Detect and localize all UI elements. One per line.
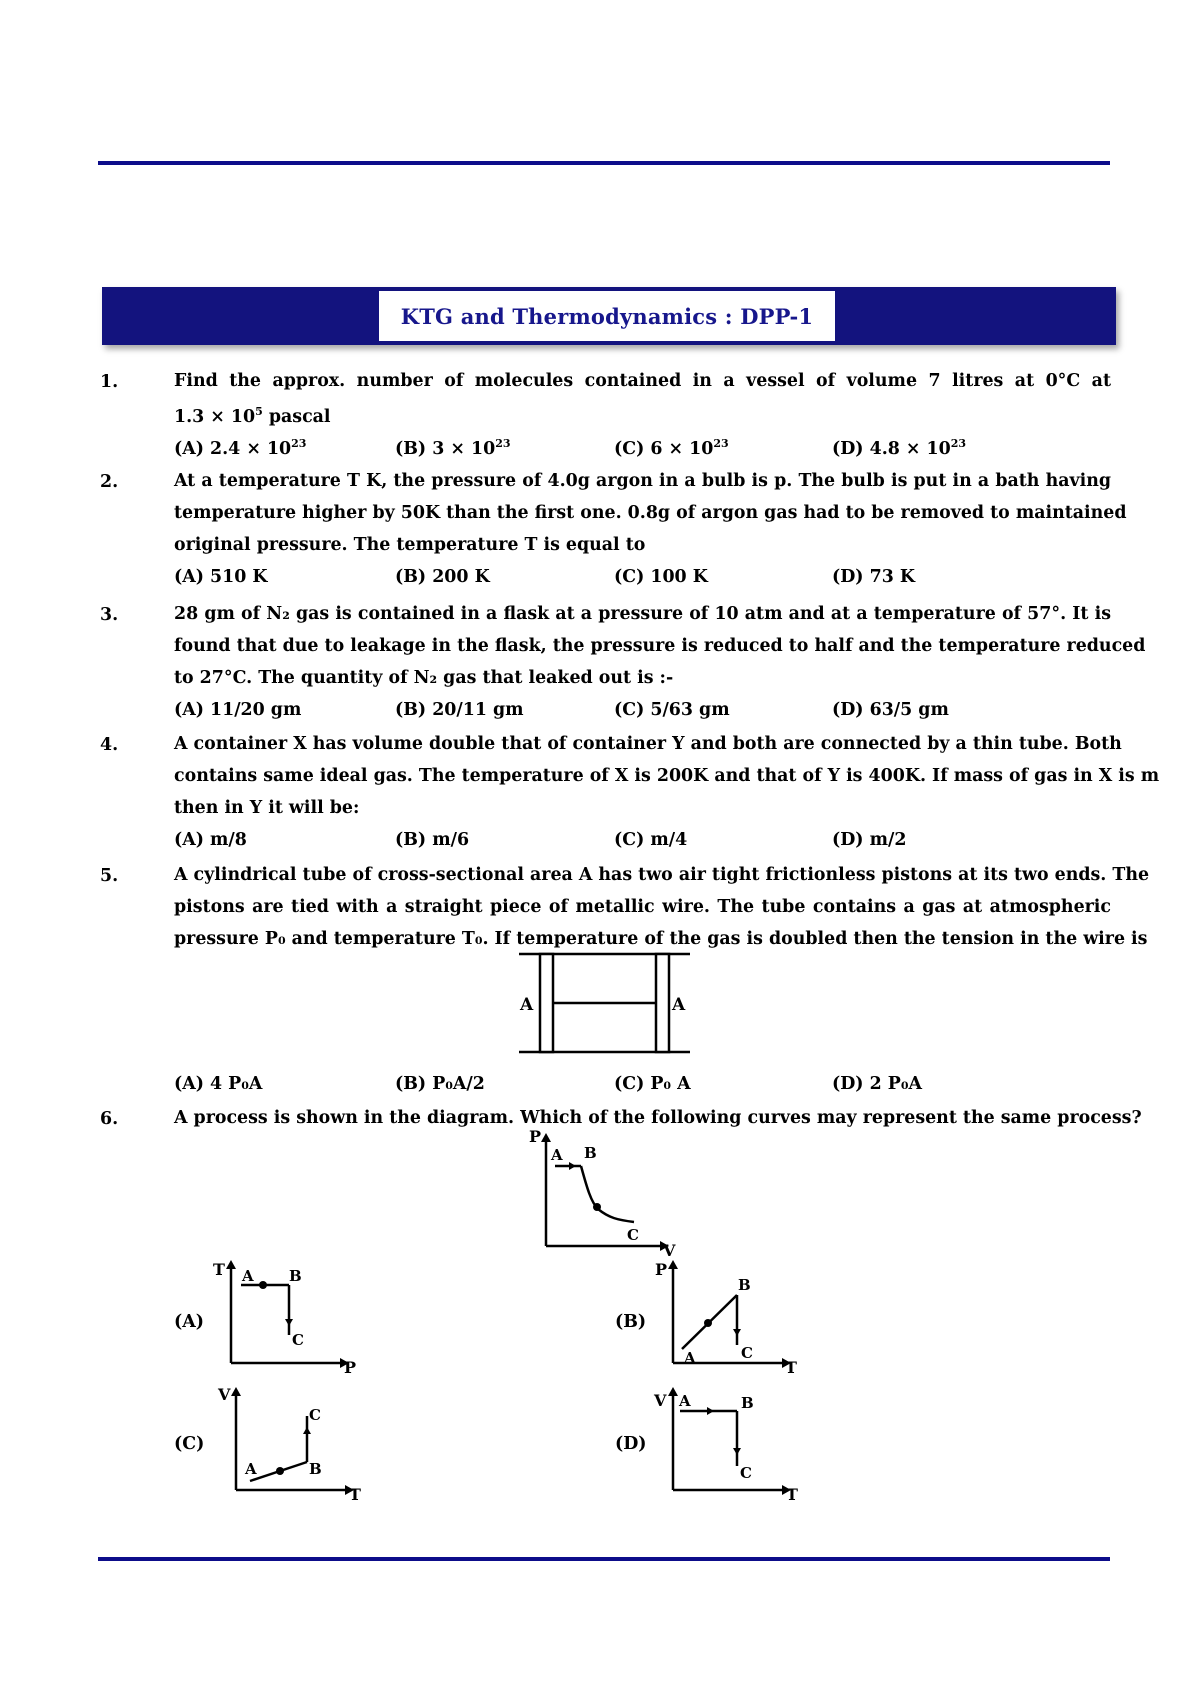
svg-text:T: T <box>786 1485 798 1503</box>
svg-text:C: C <box>292 1331 304 1349</box>
svg-text:T: T <box>785 1358 797 1375</box>
option-d[interactable]: (D) m/2 <box>832 830 907 850</box>
question-text-line: temperature higher by 50K than the first one. 0.8g of argon gas had to be removed to maintained <box>174 503 1127 523</box>
option-d-diagram[interactable] <box>652 1378 807 1503</box>
svg-text:T: T <box>213 1260 225 1279</box>
top-rule <box>98 161 1110 165</box>
svg-text:B: B <box>289 1267 302 1285</box>
svg-text:C: C <box>309 1406 321 1424</box>
area-label-left: A <box>520 995 534 1015</box>
option-b[interactable]: (B) P₀A/2 <box>395 1074 485 1094</box>
option-c[interactable]: (C) 100 K <box>614 567 708 587</box>
option-b[interactable]: (B) 200 K <box>395 567 490 587</box>
svg-text:B: B <box>738 1276 751 1294</box>
question-text-line: then in Y it will be: <box>174 798 360 818</box>
option-c[interactable]: (C) 5/63 gm <box>614 700 730 720</box>
option-c[interactable]: (C) m/4 <box>614 830 688 850</box>
option-a[interactable]: (A) 510 K <box>174 567 268 587</box>
option-c-diagram[interactable] <box>215 1378 370 1503</box>
svg-text:V: V <box>654 1391 667 1410</box>
svg-text:B: B <box>741 1394 754 1412</box>
svg-text:P: P <box>344 1358 357 1375</box>
option-b[interactable]: (B) 20/11 gm <box>395 700 524 720</box>
question-number: 5. <box>100 866 119 886</box>
page-title: KTG and Thermodynamics : DPP-1 <box>400 303 814 329</box>
options-row <box>174 1069 1111 1099</box>
svg-text:T: T <box>349 1485 361 1503</box>
question-text-line: original pressure. The temperature T is equal to <box>174 535 646 555</box>
figure-option-c-label[interactable]: (C) <box>174 1434 205 1454</box>
question-number: 3. <box>100 605 119 625</box>
option-b[interactable]: (B) $3 \times 10^{23}$ <box>395 437 511 459</box>
options-row <box>174 429 1111 459</box>
option-a[interactable]: (A) 11/20 gm <box>174 700 302 720</box>
question-text-line: found that due to leakage in the flask, the pressure is reduced to half and the temperature reduced <box>174 636 1146 656</box>
option-c[interactable]: (C) P₀ A <box>614 1074 691 1094</box>
question-number: 6. <box>100 1109 119 1129</box>
question-text-line: Find the approx. number of molecules contained in a vessel of volume 7 litres at 0°C at <box>174 371 1111 391</box>
question-text-line: A cylindrical tube of cross-sectional area A has two air tight frictionless pistons at its two ends. The <box>174 865 1150 885</box>
title-banner <box>102 287 1116 345</box>
question-text-line: pressure P₀ and temperature T₀. If temperature of the gas is doubled then the tension in the wire is <box>174 929 1148 949</box>
area-label-right: A <box>672 995 686 1015</box>
option-b[interactable]: (B) m/6 <box>395 830 470 850</box>
option-a[interactable]: (A) $2.4 \times 10^{23}$ <box>174 437 307 459</box>
option-a[interactable]: (A) 4 P₀A <box>174 1074 263 1094</box>
question-text-line: pistons are tied with a straight piece of metallic wire. The tube contains a gas at atmospheric <box>174 897 1111 917</box>
svg-text:C: C <box>741 1344 753 1362</box>
point-b: B <box>584 1144 597 1162</box>
question-text-line: contains same ideal gas. The temperature of X is 200K and that of Y is 400K. If mass of gas in X is m <box>174 766 1160 786</box>
point-c: C <box>627 1226 639 1244</box>
x-axis-label: V <box>663 1241 676 1256</box>
svg-text:B: B <box>309 1460 322 1478</box>
svg-text:A: A <box>242 1267 254 1285</box>
question-text-line: $1.3 \times 10^5$ pascal <box>174 405 331 427</box>
option-d[interactable]: (D) $4.8 \times 10^{23}$ <box>832 437 967 459</box>
point-a: A <box>551 1146 563 1164</box>
option-d[interactable]: (D) 2 P₀A <box>832 1074 922 1094</box>
question-text-line: to 27°C. The quantity of N₂ gas that leaked out is :- <box>174 668 674 688</box>
option-d[interactable]: (D) 63/5 gm <box>832 700 949 720</box>
svg-text:A: A <box>245 1460 257 1478</box>
piston-tube-diagram <box>510 950 710 1056</box>
option-a-diagram[interactable] <box>210 1255 365 1375</box>
svg-text:C: C <box>740 1464 752 1482</box>
option-c[interactable]: (C) $6 \times 10^{23}$ <box>614 437 729 459</box>
svg-text:A: A <box>684 1349 696 1367</box>
figure-option-a-label[interactable]: (A) <box>174 1312 204 1332</box>
question-number: 2. <box>100 472 119 492</box>
options-row <box>174 825 1111 855</box>
question-number: 4. <box>100 735 119 755</box>
pv-process-diagram <box>525 1130 685 1256</box>
question-text-line: At a temperature T K, the pressure of 4.0g argon in a bulb is p. The bulb is put in a bath having <box>174 471 1111 491</box>
question-text-line: 28 gm of N₂ gas is contained in a flask at a pressure of 10 atm and at a temperature of 57°. It is <box>174 604 1111 624</box>
svg-text:P: P <box>655 1260 668 1279</box>
question-text-line: A container X has volume double that of container Y and both are connected by a thin tube. Both <box>174 734 1122 754</box>
options-row <box>174 562 1111 592</box>
y-axis-label: P <box>529 1130 542 1146</box>
option-b-diagram[interactable] <box>652 1255 807 1375</box>
question-number: 1. <box>100 372 119 392</box>
svg-text:V: V <box>218 1385 231 1404</box>
option-a[interactable]: (A) m/8 <box>174 830 247 850</box>
figure-option-b-label[interactable]: (B) <box>615 1312 647 1332</box>
svg-text:A: A <box>679 1392 691 1410</box>
bottom-rule <box>98 1557 1110 1561</box>
question-text-line: A process is shown in the diagram. Which of the following curves may represent the same process? <box>174 1108 1142 1128</box>
figure-option-d-label[interactable]: (D) <box>615 1434 647 1454</box>
options-row <box>174 695 1111 725</box>
option-d[interactable]: (D) 73 K <box>832 567 915 587</box>
title-box <box>379 291 835 341</box>
